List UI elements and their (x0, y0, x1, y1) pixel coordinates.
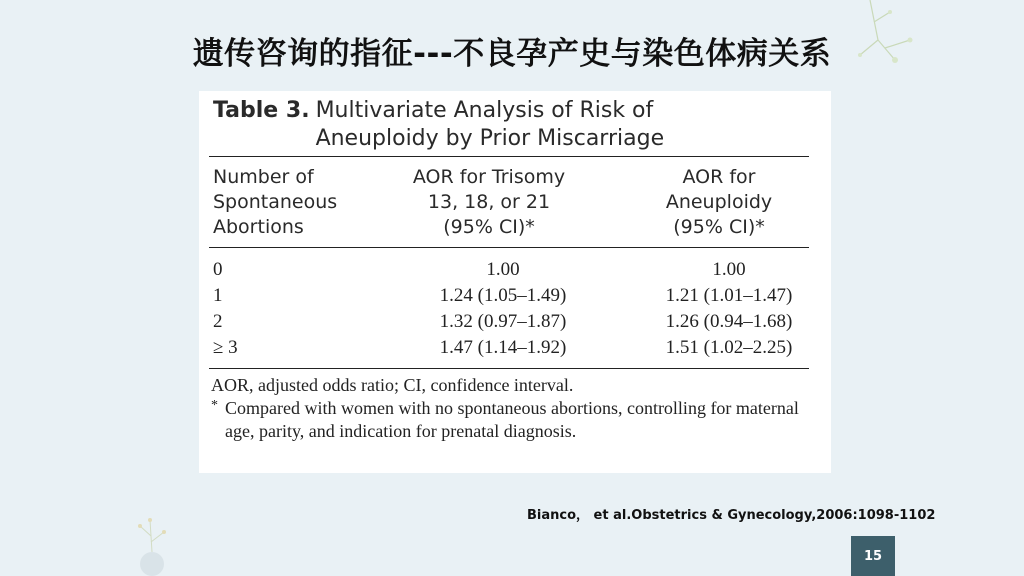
table-image (199, 91, 831, 473)
cell-abortions: ≥ 3 (213, 337, 238, 358)
table-title (213, 97, 664, 153)
slide-title: 遗传咨询的指征---不良孕产史与染色体病关系 (192, 36, 832, 72)
header-aor-trisomy: AOR for Trisomy 13, 18, or 21 (95% CI)* (412, 166, 566, 238)
cell-aor-aneuploidy: 1.21 (1.01–1.47) (665, 285, 793, 306)
table-row (213, 310, 813, 334)
header-aor-aneuploidy: AOR for Aneuploidy (95% CI)* (665, 166, 773, 238)
page-number-badge: 15 (851, 536, 895, 576)
table-bottom-rule (209, 368, 809, 369)
table-header-rule (209, 247, 809, 248)
cell-aor-aneuploidy: 1.26 (0.94–1.68) (665, 311, 793, 332)
footnote-text: Compared with women with no spontaneous abortions, controlling for maternal age, parity, and indication for prenatal diagnosis. (225, 398, 799, 441)
cell-abortions: 1 (213, 285, 223, 306)
cell-aor-aneuploidy: 1.00 (712, 259, 746, 280)
table-row (213, 336, 813, 360)
cell-aor-trisomy: 1.00 (486, 259, 520, 280)
header-abortions: Number of Spontaneous Abortions (213, 166, 338, 238)
cell-aor-aneuploidy: 1.51 (1.02–2.25) (665, 337, 793, 358)
plant-vase-icon (128, 512, 178, 576)
cell-abortions: 0 (213, 259, 223, 280)
table-number: Table 3. (213, 98, 310, 123)
footnote-marker: * (211, 398, 218, 413)
table-top-rule (209, 156, 809, 157)
table-caption: Multivariate Analysis of Risk of Aneuploidy by Prior Miscarriage (315, 98, 665, 151)
cell-abortions: 2 (213, 311, 223, 332)
cell-aor-trisomy: 1.24 (1.05–1.49) (439, 285, 567, 306)
table-row (213, 284, 813, 308)
cell-aor-trisomy: 1.47 (1.14–1.92) (439, 337, 567, 358)
table-row (213, 258, 813, 282)
footnote-abbreviations: AOR, adjusted odds ratio; CI, confidence interval. (211, 375, 574, 395)
branch-icon (840, 0, 930, 70)
footnote-comparison (211, 397, 819, 443)
citation: Bianco， et al.Obstetrics & Gynecology,2006:1098-1102 (527, 508, 936, 523)
cell-aor-trisomy: 1.32 (0.97–1.87) (439, 311, 567, 332)
table-footnotes (211, 374, 819, 443)
